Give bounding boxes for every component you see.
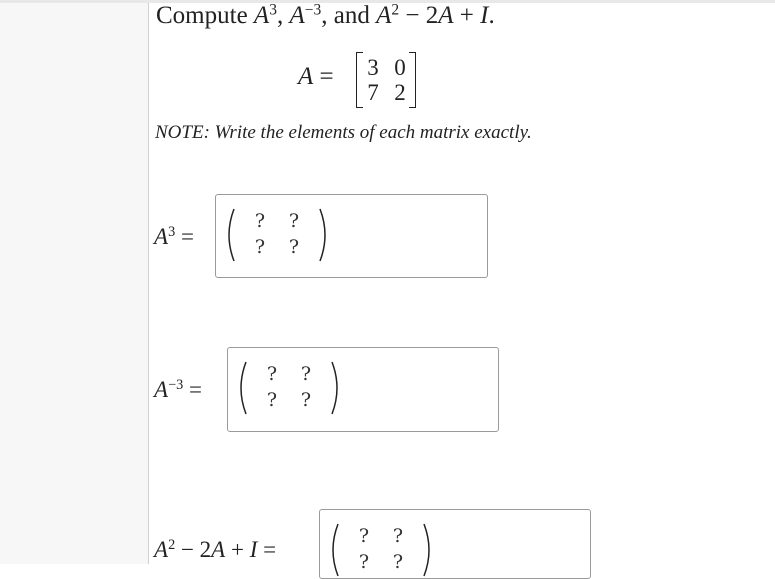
answer-cell[interactable]: ?	[254, 236, 266, 258]
answer-matrix-a-squared-minus-2a-plus-i	[328, 522, 434, 578]
answer-box-a-inverse-cubed[interactable]	[227, 347, 499, 432]
left-bracket	[356, 52, 363, 108]
answer-cell[interactable]: ?	[266, 363, 278, 385]
given-cell-r1c1: 3	[367, 55, 379, 80]
answer-box-a-squared-minus-2a-plus-i[interactable]	[319, 509, 591, 579]
right-bracket	[409, 52, 416, 108]
answer-label-a-inverse-cubed: $A^{-3}$ =	[154, 377, 202, 402]
answer-matrix-a-cubed	[224, 207, 330, 263]
panel-divider	[148, 3, 149, 564]
answer-cell[interactable]: ?	[358, 525, 370, 547]
answer-label-a-cubed: $A^3$ =	[154, 224, 194, 249]
answer-cell[interactable]: ?	[392, 551, 404, 573]
answer-cell[interactable]: ?	[392, 525, 404, 547]
answer-cell[interactable]: ?	[288, 210, 300, 232]
left-panel	[0, 3, 148, 564]
given-cell-r2c2: 2	[394, 80, 406, 105]
answer-cell[interactable]: ?	[300, 363, 312, 385]
answer-cell[interactable]: ?	[288, 236, 300, 258]
matrix-name: A	[298, 63, 314, 90]
given-matrix	[356, 52, 416, 108]
answer-matrix-a-inverse-cubed	[236, 360, 342, 416]
given-cell-r1c2: 0	[394, 55, 406, 80]
answer-cell[interactable]: ?	[358, 551, 370, 573]
given-cell-r2c1: 7	[367, 80, 379, 105]
prompt-verb: Compute	[156, 2, 248, 29]
answer-cell[interactable]: ?	[266, 389, 278, 411]
note-text: NOTE: Write the elements of each matrix exactly.	[155, 122, 532, 143]
answer-cell[interactable]: ?	[300, 389, 312, 411]
answer-label-a-squared-minus-2a-plus-i: $A^2 - 2A + I$ =	[154, 537, 277, 562]
question-prompt: Compute $A^3$, $A^{-3}$, and $A^2 - 2A + I$.	[156, 1, 495, 29]
answer-box-a-cubed[interactable]	[215, 194, 488, 278]
answer-cell[interactable]: ?	[254, 210, 266, 232]
